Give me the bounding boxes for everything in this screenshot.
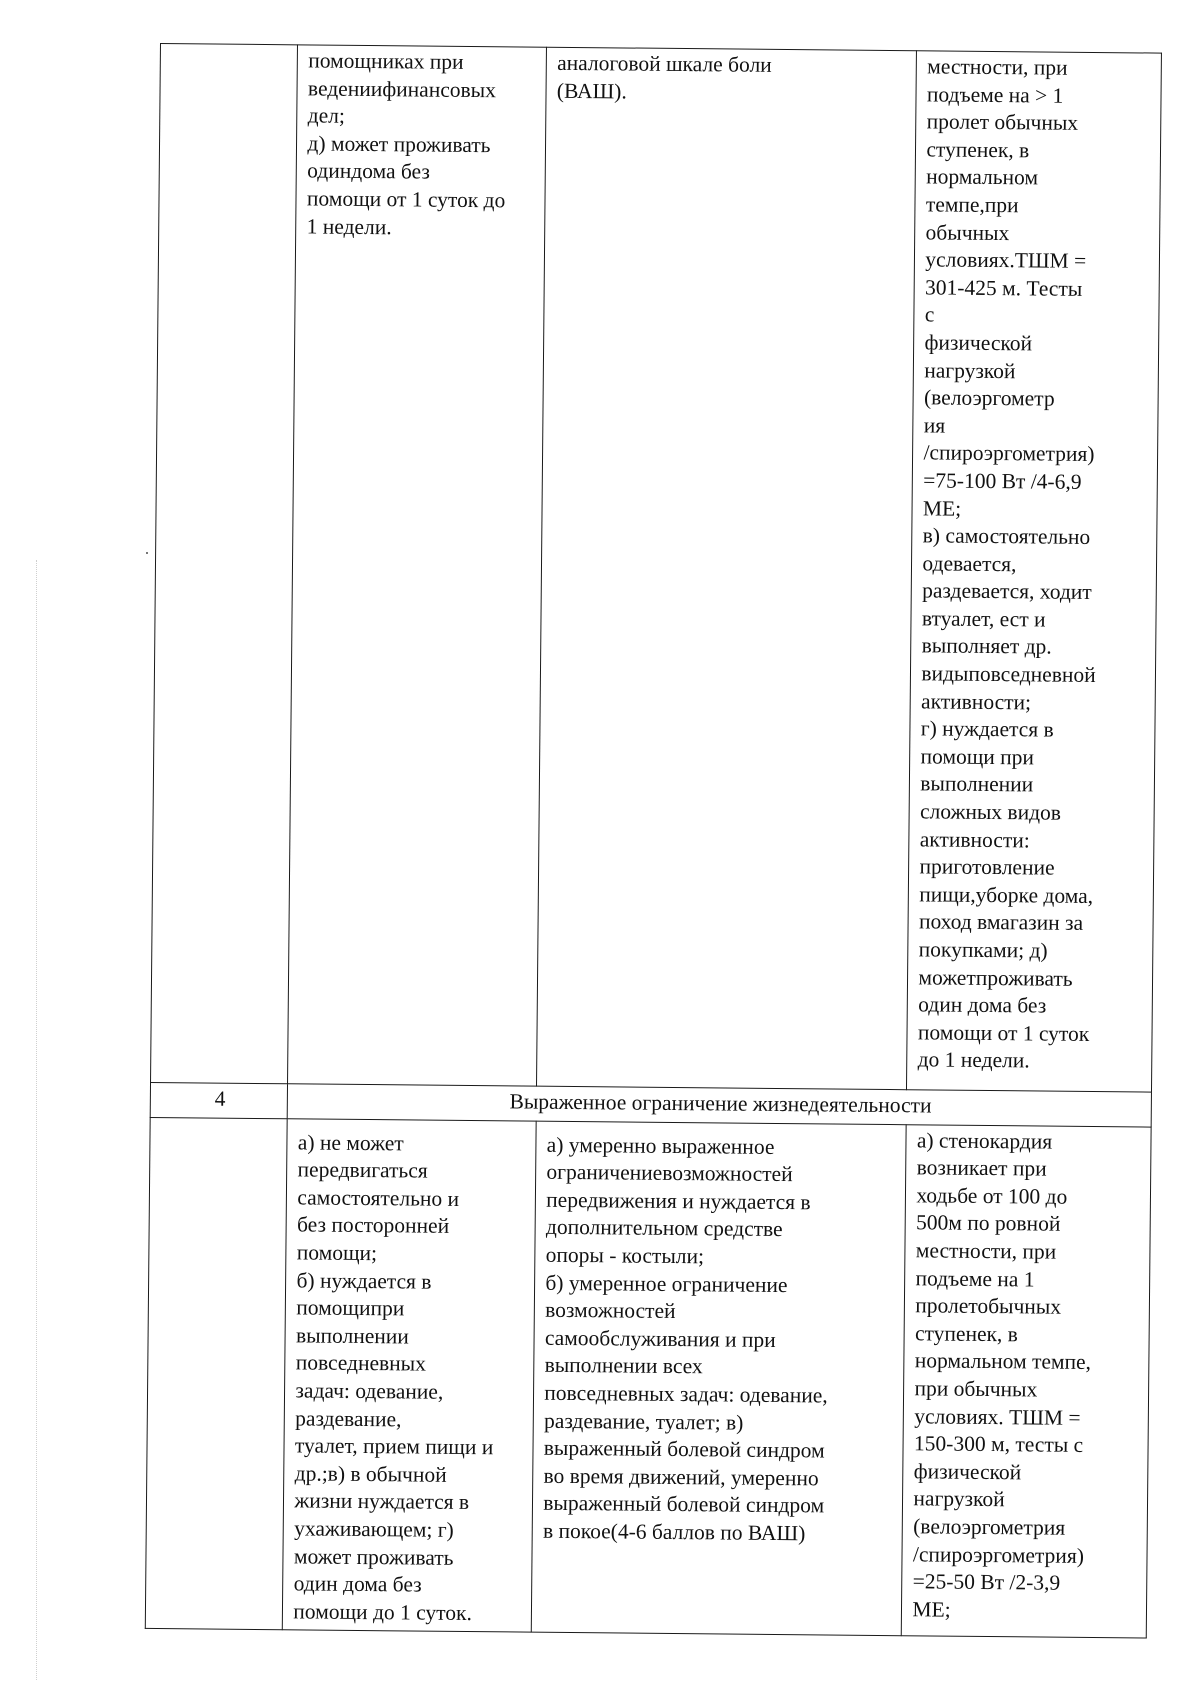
life-limitation-cell: помощниках при ведениифинансовых дел; д) может проживать одиндома без помощи от 1 суток до 1 недели. [288, 45, 547, 1086]
table-row-level-4 [145, 1117, 1151, 1638]
scan-artifact-line [36, 560, 37, 1680]
row-number-cell [145, 1117, 287, 1630]
criteria-table [145, 43, 1162, 1639]
section-number: 4 [150, 1082, 288, 1118]
row-number-cell [151, 44, 298, 1084]
section-title: Выраженное ограничение жизнедеятельности [288, 1084, 1152, 1127]
life-limitation-cell: а) не может передвигаться самостоятельно и без посторонней помощи; б) нуждается в помощипри выполнении повседневных задач: одевание, раздевание, туалет, прием пищи и др.;в) в обычной жизни нуждается в ухаживающем; г) может проживать один дома без помощи до 1 суток. [283, 1118, 537, 1632]
table-row-continued [151, 44, 1162, 1093]
pain-criteria-cell: аналоговой шкале боли (ВАШ). [537, 47, 917, 1090]
movement-criteria-cell: а) умеренно выраженное ограничениевозможностей передвижения и нуждается в дополнительном средстве опоры - костыли; б) умеренное ограничение возможностей самообслуживания и при выполнении всех повседневных задач: одевание, раздевание, туалет; в) выраженный болевой синдром во время движений, умеренно выраженный болевой синдром в покое(4-6 баллов по ВАШ) [532, 1121, 907, 1636]
functional-tests-cell: а) стенокардия возникает при ходьбе от 100 до 500м по ровной местности, при подъеме на 1 пролетобычных ступенек, в нормальном темпе, при обычных условиях. ТШМ = 150-300 м, тесты с физической нагрузкой (велоэргометрия /спироэргометрия) =25-50 Вт /2-3,9 ME; [902, 1124, 1151, 1638]
functional-tests-cell: местности, при подъеме на > 1 пролет обычных ступенек, в нормальном темпе,при обычных условиях.ТШМ = 301-425 м. Тесты с физической нагрузкой (велоэргометр ия /спироэргометрия) =75-100 Вт /4-6,9 ME; в) самостоятельно одевается, раздевается, ходит втуалет, ест и выполняет др. видыповседневной активности; г) нуждается в помощи при выполнении сложных видов активности: приготовление пищи,уборке дома, поход вмагазин за покупками; д) можетпроживать один дома без помощи от 1 суток до 1 недели. [907, 51, 1162, 1092]
scan-speck [146, 552, 148, 554]
